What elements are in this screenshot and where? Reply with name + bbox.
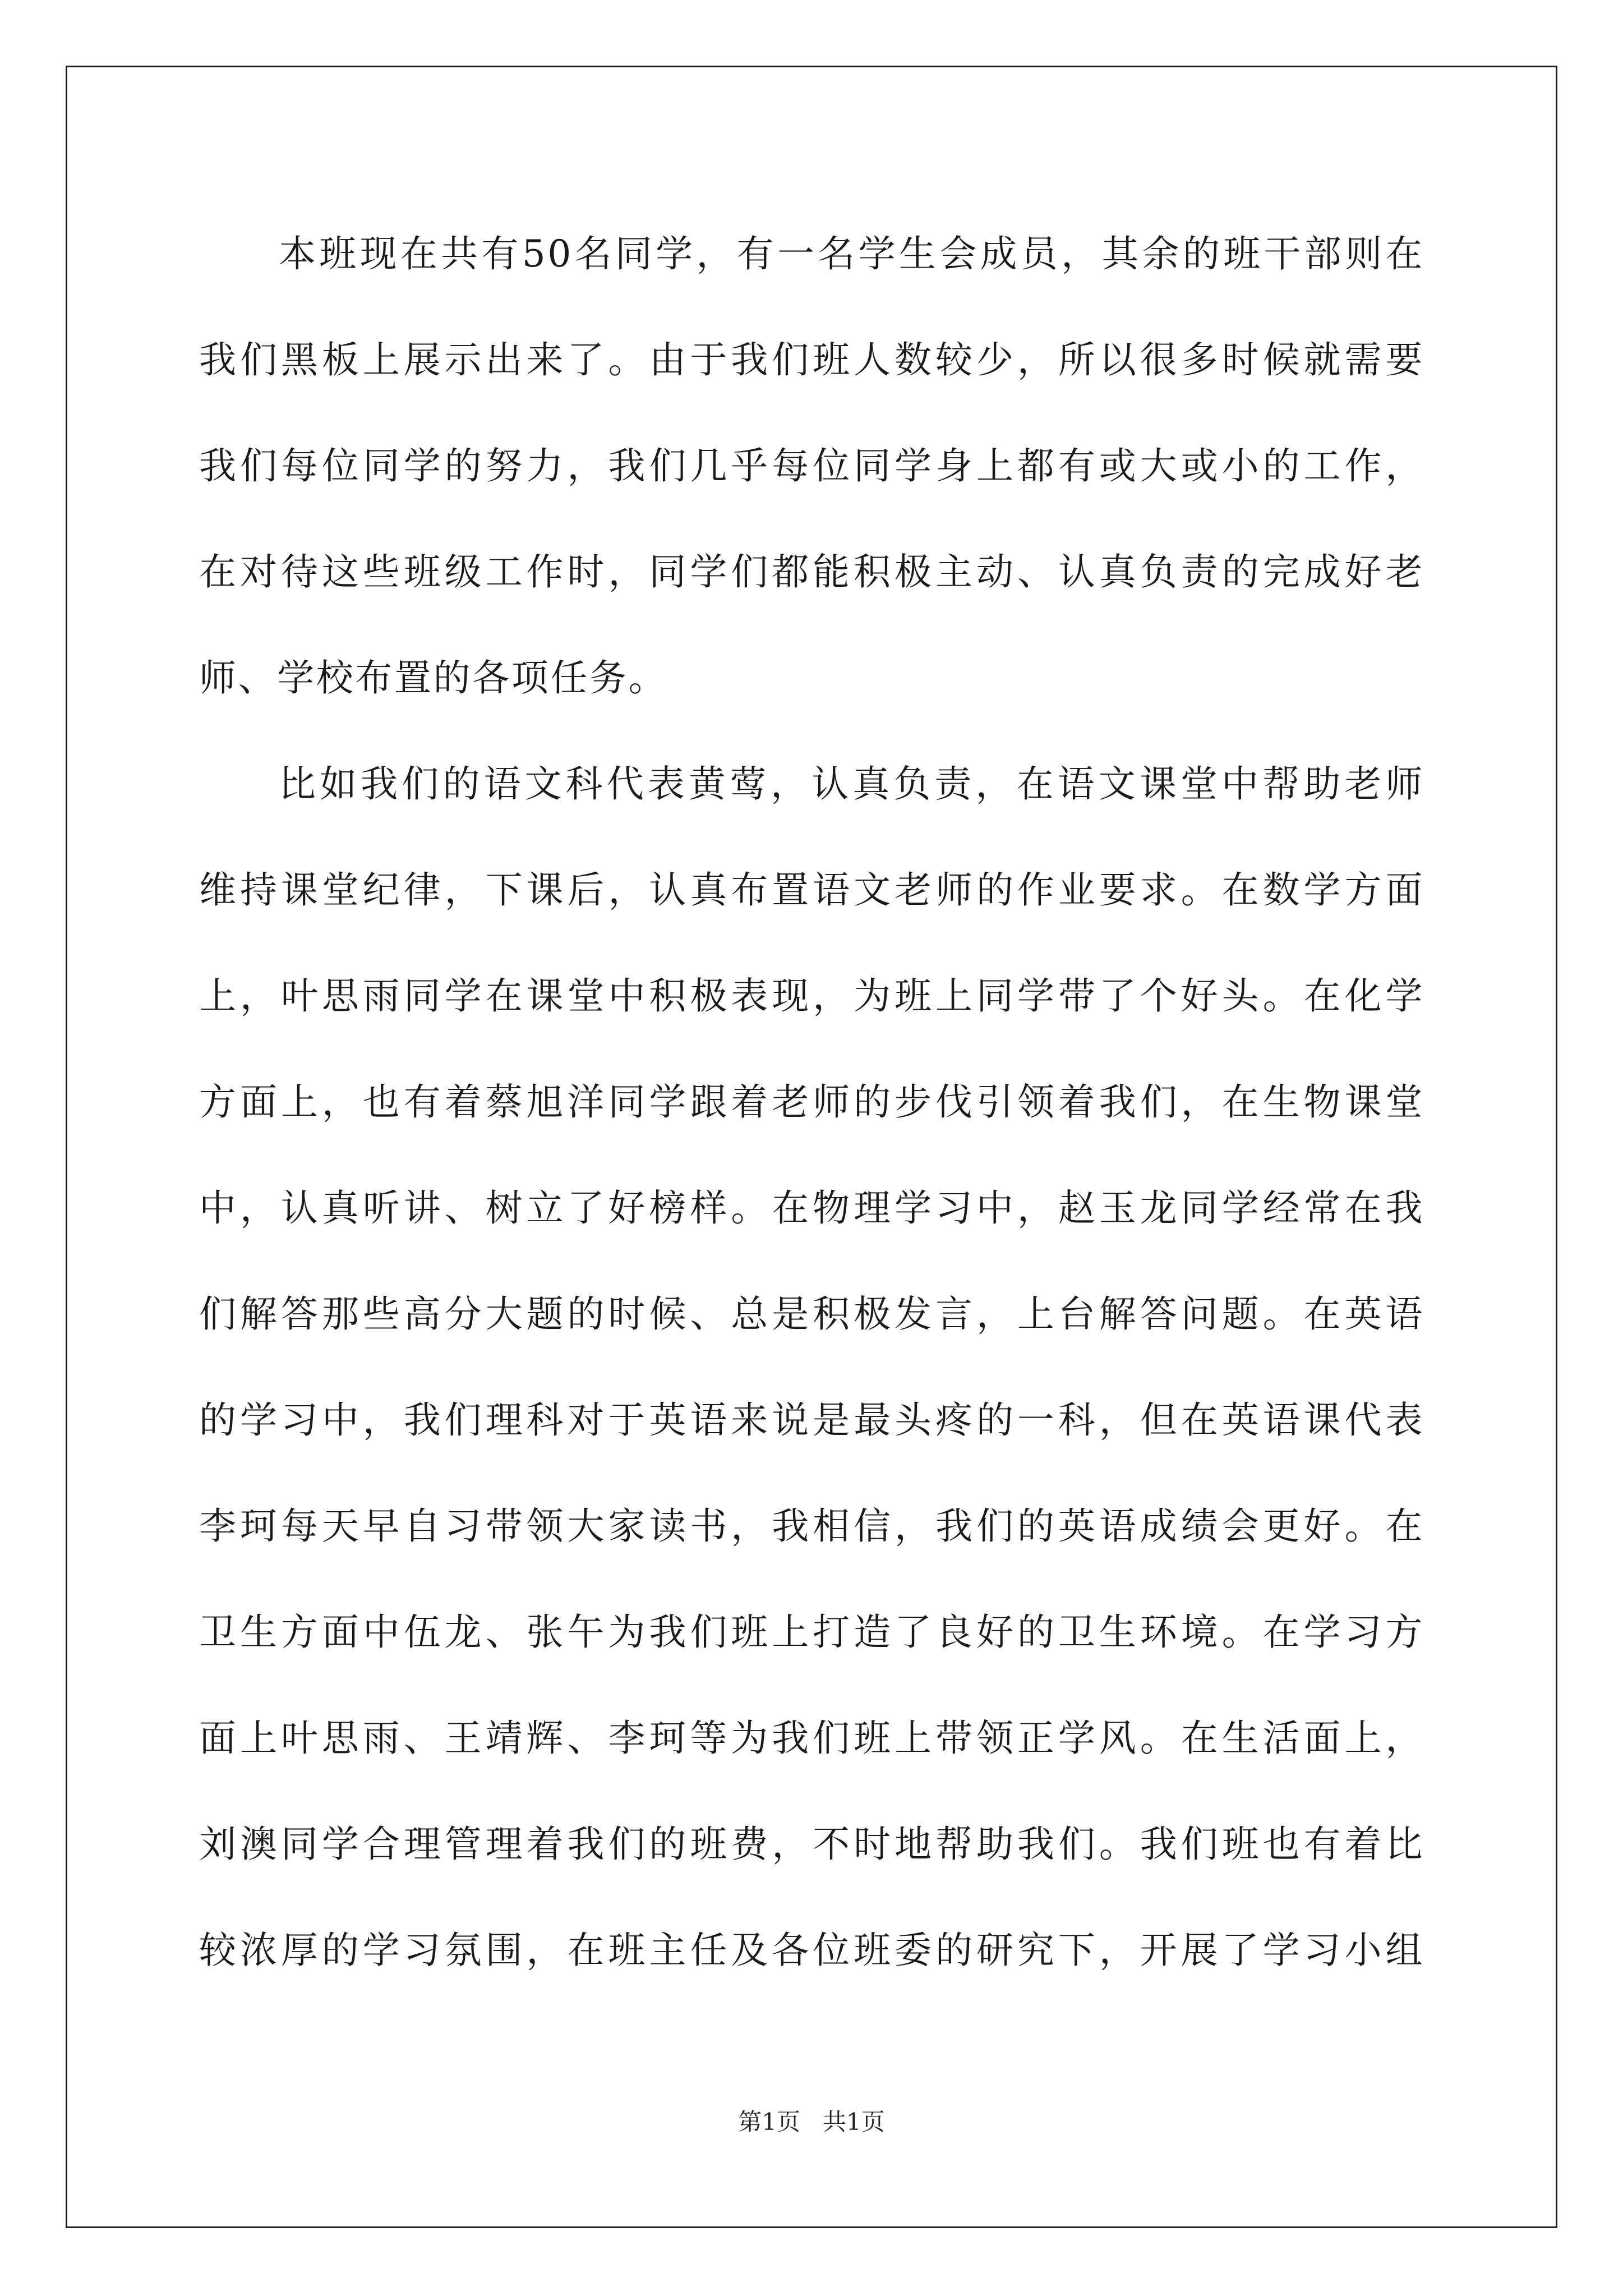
text-line: 师、学校布置的各项任务。 xyxy=(199,656,668,700)
page-number-footer: 第1页 共1页 xyxy=(738,2108,885,2136)
text-line: 李珂每天早自习带领大家读书，我相信，我们的英语成绩会更好。在 xyxy=(199,1504,1424,1548)
text-line: 刘澳同学合理管理着我们的班费，不时地帮助我们。我们班也有着比 xyxy=(199,1823,1424,1866)
text-line: 上，叶思雨同学在课堂中积极表现，为班上同学带了个好头。在化学 xyxy=(199,974,1424,1018)
text-line: 卫生方面中伍龙、张午为我们班上打造了良好的卫生环境。在学习方 xyxy=(199,1611,1424,1654)
text-line: 本班现在共有50名同学，有一名学生会成员，其余的班干部则在 xyxy=(279,232,1424,275)
text-line: 们解答那些高分大题的时候、总是积极发言，上台解答问题。在英语 xyxy=(199,1292,1424,1336)
text-line: 在对待这些班级工作时，同学们都能积极主动、认真负责的完成好老 xyxy=(199,550,1424,593)
text-line: 中，认真听讲、树立了好榜样。在物理学习中，赵玉龙同学经常在我 xyxy=(199,1186,1424,1230)
text-line: 面上叶思雨、王靖辉、李珂等为我们班上带领正学风。在生活面上， xyxy=(199,1717,1424,1760)
text-line: 我们黑板上展示出来了。由于我们班人数较少，所以很多时候就需要 xyxy=(199,338,1424,381)
text-line: 我们每位同学的努力，我们几乎每位同学身上都有或大或小的工作， xyxy=(199,444,1424,487)
text-line: 的学习中，我们理科对于英语来说是最头疼的一科，但在英语课代表 xyxy=(199,1398,1424,1442)
text-line: 比如我们的语文科代表黄莺，认真负责，在语文课堂中帮助老师 xyxy=(279,762,1424,806)
text-line: 维持课堂纪律，下课后，认真布置语文老师的作业要求。在数学方面 xyxy=(199,868,1424,912)
document-body xyxy=(199,212,1424,2014)
text-line: 方面上，也有着蔡旭洋同学跟着老师的步伐引领着我们，在生物课堂 xyxy=(199,1080,1424,1124)
text-line: 较浓厚的学习氛围，在班主任及各位班委的研究下，开展了学习小组 xyxy=(199,1929,1424,1972)
